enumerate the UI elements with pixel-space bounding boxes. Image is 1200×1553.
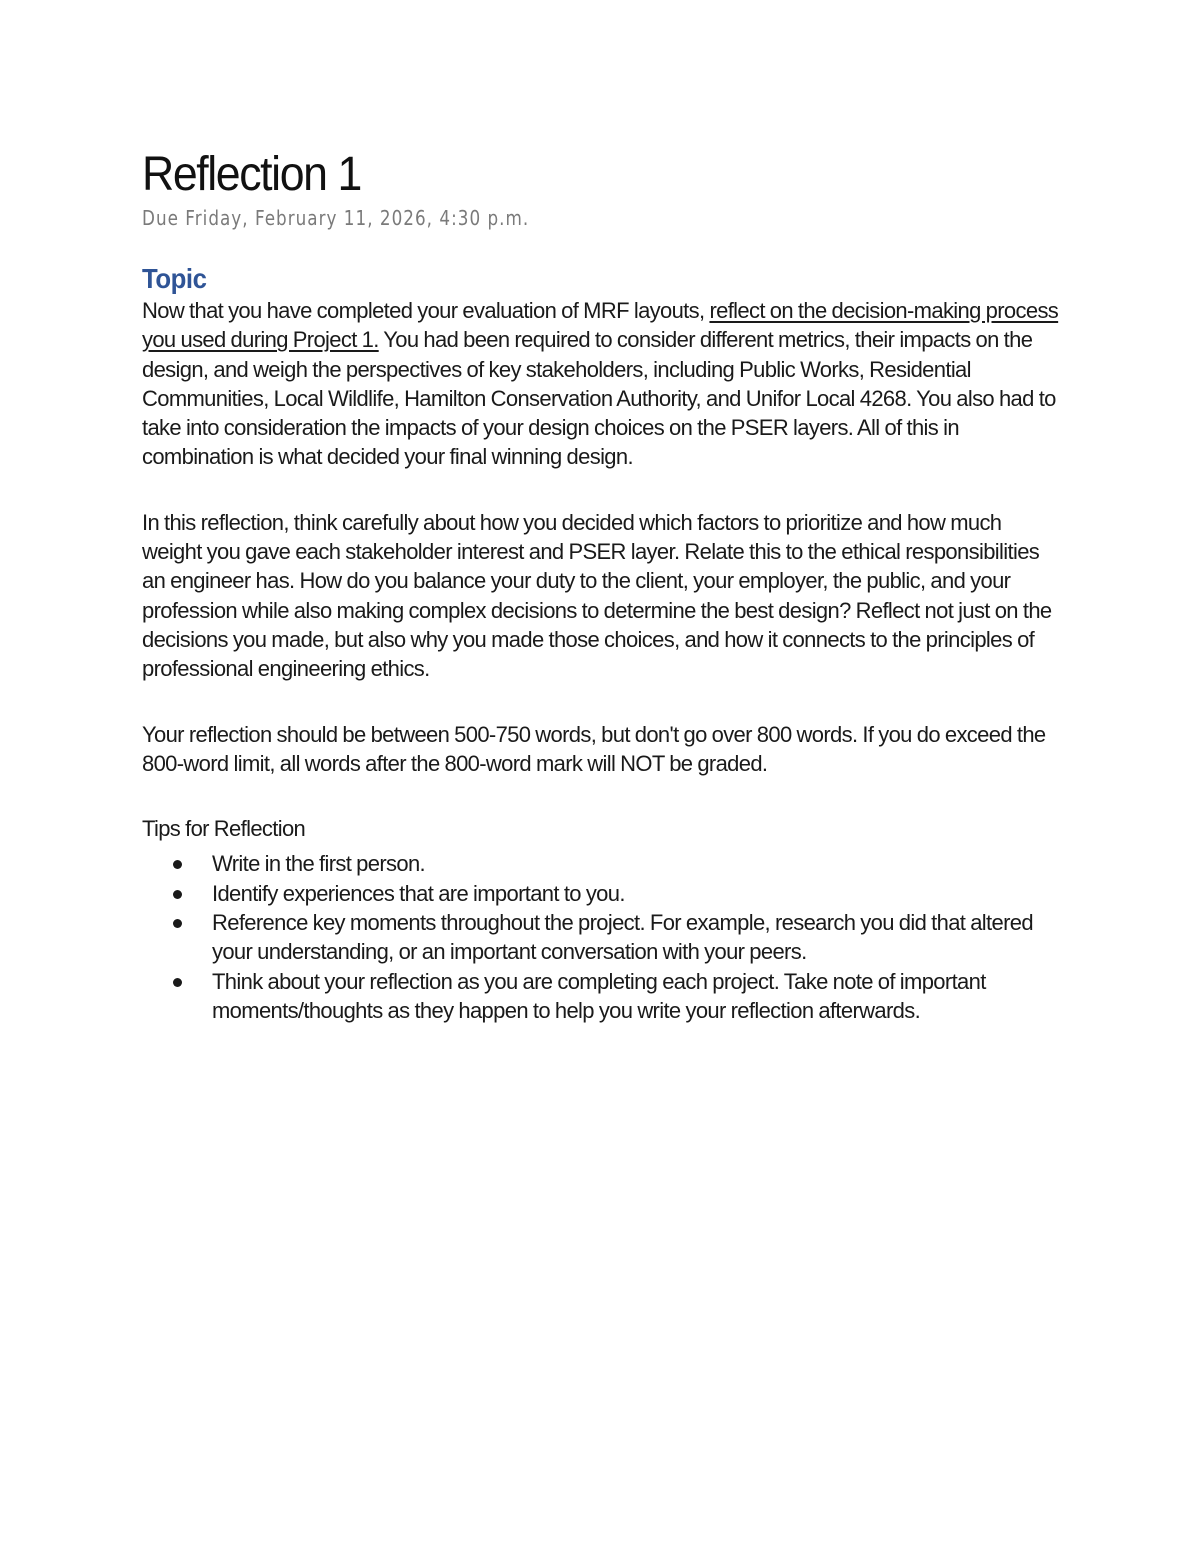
topic-paragraph-1: [142, 296, 1062, 472]
bullet-icon: [173, 860, 182, 869]
underlined-instruction: reflect on the decision-making process you used during Project 1.: [142, 298, 1059, 353]
list-item: [142, 849, 1062, 878]
tip-text: Reference key moments throughout the project. For example, research you did that altered your understanding, or an important conversation with your peers.: [212, 910, 1033, 965]
due-date-subtitle: Due Friday, February 11, 2026, 4:30 p.m.: [142, 206, 530, 230]
bullet-icon: [173, 890, 182, 899]
tip-text: Write in the first person.: [212, 851, 426, 877]
list-item: [142, 967, 1062, 1026]
document-title: Reflection 1: [142, 148, 362, 201]
tips-list: [142, 849, 1062, 1025]
document-page: [142, 146, 1062, 1025]
tips-label: Tips for Reflection: [142, 816, 306, 842]
list-item: [142, 908, 1062, 967]
list-item: [142, 879, 1062, 908]
tip-text: Think about your reflection as you are completing each project. Take note of important moments/thoughts as they happen to help you write your reflection afterwards.: [212, 968, 986, 1023]
tip-text: Identify experiences that are important to you.: [212, 880, 625, 906]
word-limit-paragraph: Your reflection should be between 500-750 words, but don't go over 800 words. If you do exceed the 800-word limit, all words after the 800-word mark will NOT be graded.: [142, 721, 1046, 776]
bullet-icon: [173, 919, 182, 928]
paragraph-1-intro: Now that you have completed your evaluation of MRF layouts,: [142, 298, 710, 323]
topic-paragraph-2: In this reflection, think carefully about how you decided which factors to prioritize and how much weight you gave each stakeholder interest and PSER layer. Relate this to the ethical responsibilities an engineer has. How do you balance your duty to the client, your employer, the public, and your profession while also making complex decisions to determine the best design? Reflect not just on the decisions you made, but also why you made those choices, and how it connects to the principles of professional engineering ethics.: [142, 509, 1052, 682]
topic-heading: Topic: [142, 263, 207, 294]
bullet-icon: [173, 978, 182, 987]
paragraph-1-rest: You had been required to consider different metrics, their impacts on the design, and weigh the perspectives of key stakeholders, including Public Works, Residential Communities, Local Wildlife, Hamilton Conservation Authority, and Unifor Local 4268. You also had to take into consideration the impacts of your design choices on the PSER layers. All of this in combination is what decided your final winning design.: [142, 327, 1056, 470]
